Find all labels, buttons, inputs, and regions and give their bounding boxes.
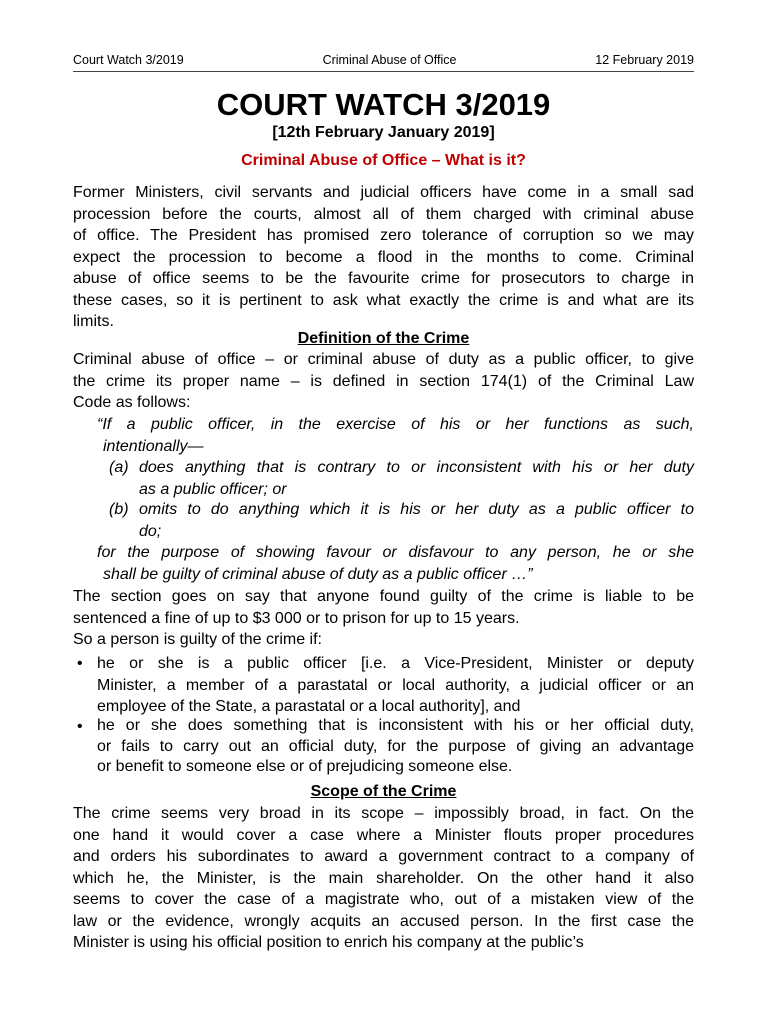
paragraph-elements xyxy=(73,629,694,651)
bullet-icon: • xyxy=(77,655,83,673)
text-line: The section goes on say that anyone found guilty of the crime is liable to be xyxy=(73,588,694,606)
text-line: these cases, so it is pertinent to ask what exactly the crime is and what are its xyxy=(73,291,694,309)
text-line: expect the procession to become a flood in the months to come. Criminal xyxy=(73,248,694,266)
paragraph-definition xyxy=(73,349,694,414)
text-line: shall be guilty of criminal abuse of duty as a public officer …” xyxy=(103,565,533,583)
text-line: or fails to carry out an official duty, for the purpose of giving an advantage xyxy=(97,737,694,755)
text-line: procession before the courts, almost all of them charged with criminal abuse xyxy=(73,205,694,223)
text-line: omits to do anything which it is his or her duty as a public officer to xyxy=(139,501,694,519)
page-header xyxy=(73,53,694,72)
paragraph-scope xyxy=(73,803,694,954)
text-line: which he, the Minister, is the main shareholder. On the other hand it also xyxy=(73,869,694,887)
text-line: Former Ministers, civil servants and judicial officers have come in a small sad xyxy=(73,184,694,202)
text-line: sentenced a fine of up to $3 000 or to prison for up to 15 years. xyxy=(73,609,520,627)
text-line: do; xyxy=(139,522,162,540)
text-line: seems to cover the case of a magistrate who, out of a mistaken view of the xyxy=(73,891,694,909)
paragraph-penalty xyxy=(73,586,694,629)
text-line: abuse of office seems to be the favourite crime for prosecutors to charge in xyxy=(73,270,694,288)
text-line: law or the evidence, wrongly acquits an accused person. In the first case the xyxy=(73,912,694,930)
list-marker-a: (a) xyxy=(109,459,129,477)
text-line: Criminal abuse of office – or criminal abuse of duty as a public officer, to give xyxy=(73,351,694,369)
text-line: for the purpose of showing favour or disfavour to any person, he or she xyxy=(97,544,694,562)
statute-quote-intro xyxy=(97,414,694,457)
text-line: Minister is using his official position to enrich his company at the public’s xyxy=(73,934,584,952)
statute-quote-a xyxy=(109,457,694,500)
text-line: of office. The President has promised zero tolerance of corruption so we may xyxy=(73,227,694,245)
statute-quote-end xyxy=(97,542,694,585)
document-date: [12th February January 2019] xyxy=(272,124,495,141)
text-line: The crime seems very broad in its scope – impossibly broad, in fact. On the xyxy=(73,805,694,823)
paragraph-intro xyxy=(73,182,694,333)
article-heading: Criminal Abuse of Office – What is it? xyxy=(241,152,526,169)
header-left: Court Watch 3/2019 xyxy=(73,53,184,67)
bullet-item-1 xyxy=(77,653,694,718)
header-center: Criminal Abuse of Office xyxy=(322,53,457,67)
bullet-icon: • xyxy=(77,718,83,736)
text-line: employee of the State, a parastatal or a local authority], and xyxy=(97,698,521,716)
text-line: intentionally— xyxy=(103,437,204,455)
text-line: he or she is a public officer [i.e. a Vice-President, Minister or deputy xyxy=(97,655,694,673)
text-line: Code as follows: xyxy=(73,394,191,412)
text-line: one hand it would cover a case where a Minister flouts proper procedures xyxy=(73,826,694,844)
text-line: the crime its proper name – is defined in section 174(1) of the Criminal Law xyxy=(73,372,694,390)
text-line: Minister, a member of a parastatal or local authority, a judicial officer or an xyxy=(97,676,694,694)
statute-quote-b xyxy=(109,499,694,542)
text-line: limits. xyxy=(73,313,114,331)
header-right: 12 February 2019 xyxy=(595,53,694,67)
bullet-item-2 xyxy=(77,716,694,778)
text-line: he or she does something that is inconsistent with his or her official duty, xyxy=(97,717,694,735)
text-line: or benefit to someone else or of prejudicing someone else. xyxy=(97,758,513,776)
document-title: COURT WATCH 3/2019 xyxy=(216,87,551,122)
text-line: So a person is guilty of the crime if: xyxy=(73,631,322,649)
text-line: does anything that is contrary to or inconsistent with his or her duty xyxy=(139,459,694,477)
section-heading-definition: Definition of the Crime xyxy=(297,330,470,347)
text-line: “If a public officer, in the exercise of his or her functions as such, xyxy=(97,416,694,434)
text-line: as a public officer; or xyxy=(139,480,287,498)
list-marker-b: (b) xyxy=(109,501,129,519)
section-heading-scope: Scope of the Crime xyxy=(310,783,457,800)
text-line: and orders his subordinates to award a government contract to a company of xyxy=(73,848,694,866)
